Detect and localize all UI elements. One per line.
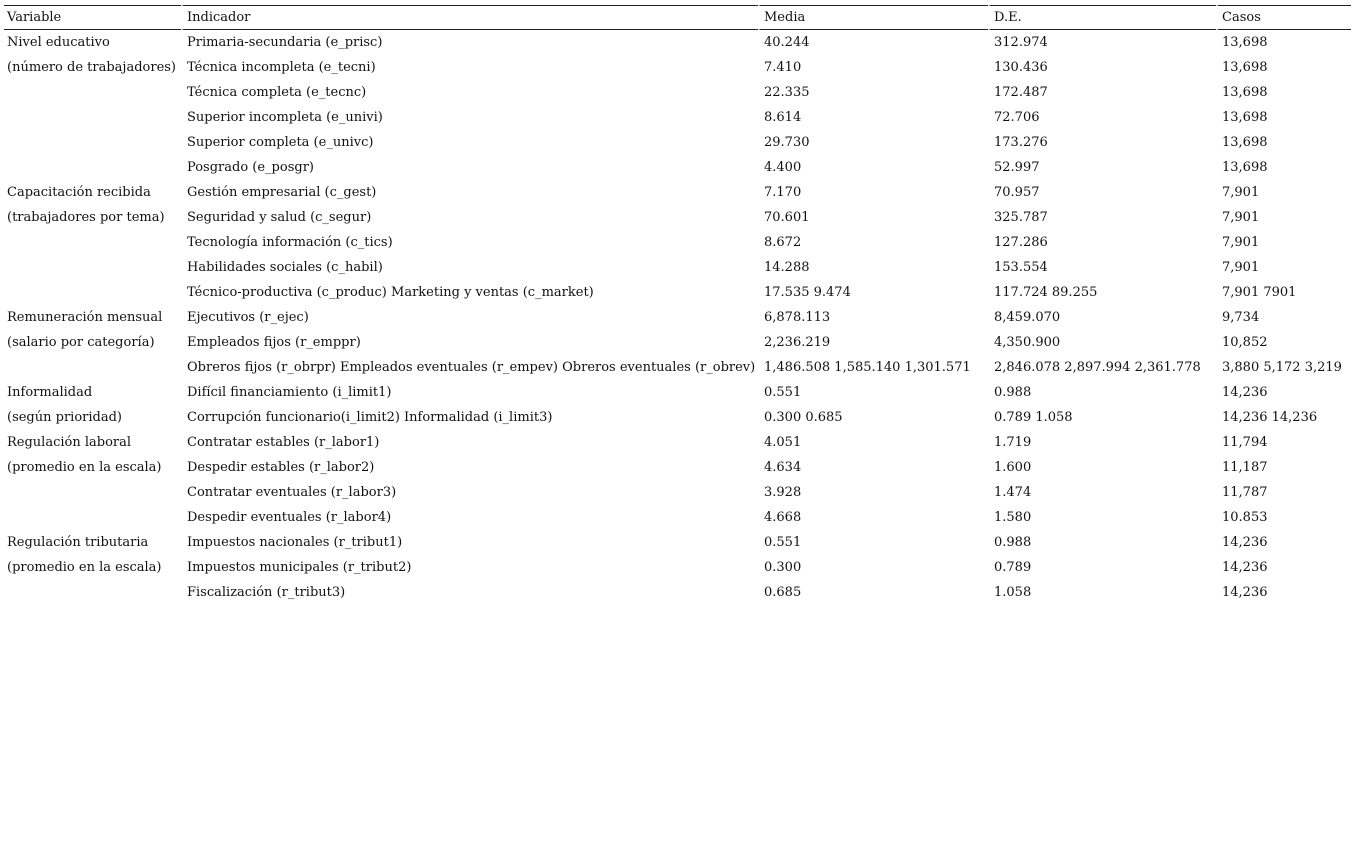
cell-media: 4.668 bbox=[758, 505, 988, 530]
cell-indicador: Seguridad y salud (c_segur) bbox=[181, 205, 758, 230]
cell-variable: Remuneración mensual bbox=[7, 310, 163, 325]
header-variable: Variable bbox=[4, 5, 181, 30]
header-media: Media bbox=[758, 5, 988, 30]
cell-variable bbox=[4, 505, 181, 530]
cell-variable: (número de trabajadores) bbox=[7, 60, 176, 75]
table-body bbox=[4, 30, 1351, 605]
cell-de: 72.706 bbox=[988, 105, 1216, 130]
cell-variable bbox=[4, 230, 181, 255]
cell-variable: (según prioridad) bbox=[7, 410, 122, 425]
cell-casos: 10,852 bbox=[1216, 330, 1351, 355]
cell-variable bbox=[4, 355, 181, 380]
cell-de: 127.286 bbox=[988, 230, 1216, 255]
cell-de: 312.974 bbox=[988, 30, 1216, 55]
cell-media: 2,236.219 bbox=[758, 330, 988, 355]
cell-media: 70.601 bbox=[758, 205, 988, 230]
cell-media: 7.410 bbox=[758, 55, 988, 80]
table-header bbox=[4, 5, 1351, 30]
cell-indicador: Contratar estables (r_labor1) bbox=[181, 430, 758, 455]
table-row bbox=[4, 330, 1351, 355]
cell-de: 1.600 bbox=[988, 455, 1216, 480]
cell-media: 14.288 bbox=[758, 255, 988, 280]
cell-de: 117.724 89.255 bbox=[988, 280, 1216, 305]
cell-de: 0.988 bbox=[988, 380, 1216, 405]
cell-variable bbox=[4, 280, 181, 305]
cell-casos: 9,734 bbox=[1216, 305, 1351, 330]
cell-casos: 11,187 bbox=[1216, 455, 1351, 480]
cell-de: 1.058 bbox=[988, 580, 1216, 605]
table-row bbox=[4, 480, 1351, 505]
cell-casos: 7,901 7901 bbox=[1216, 280, 1351, 305]
cell-variable: Regulación laboral bbox=[7, 435, 132, 450]
table-row bbox=[4, 30, 1351, 55]
cell-casos: 14,236 bbox=[1216, 380, 1351, 405]
cell-de: 172.487 bbox=[988, 80, 1216, 105]
cell-de: 0.988 bbox=[988, 530, 1216, 555]
cell-de: 1.580 bbox=[988, 505, 1216, 530]
cell-de: 0.789 bbox=[988, 555, 1216, 580]
cell-variable: (salario por categoría) bbox=[7, 335, 155, 350]
table-row bbox=[4, 530, 1351, 555]
cell-indicador: Contratar eventuales (r_labor3) bbox=[181, 480, 758, 505]
cell-variable bbox=[4, 105, 181, 130]
cell-media: 4.634 bbox=[758, 455, 988, 480]
cell-casos: 14,236 14,236 bbox=[1216, 405, 1351, 430]
table-row bbox=[4, 280, 1351, 305]
cell-indicador: Despedir estables (r_labor2) bbox=[181, 455, 758, 480]
table-row bbox=[4, 430, 1351, 455]
statistics-table bbox=[4, 5, 1351, 605]
cell-media: 1,486.508 1,585.140 1,301.571 bbox=[758, 355, 988, 380]
cell-variable bbox=[4, 580, 181, 605]
cell-de: 2,846.078 2,897.994 2,361.778 bbox=[988, 355, 1216, 380]
header-de: D.E. bbox=[988, 5, 1216, 30]
table-row bbox=[4, 555, 1351, 580]
cell-casos: 14,236 bbox=[1216, 580, 1351, 605]
cell-de: 8,459.070 bbox=[988, 305, 1216, 330]
cell-indicador: Gestión empresarial (c_gest) bbox=[181, 180, 758, 205]
cell-variable bbox=[4, 255, 181, 280]
cell-variable: (promedio en la escala) bbox=[7, 560, 162, 575]
table-row bbox=[4, 80, 1351, 105]
cell-de: 70.957 bbox=[988, 180, 1216, 205]
cell-media: 4.051 bbox=[758, 430, 988, 455]
cell-media: 0.551 bbox=[758, 530, 988, 555]
cell-indicador: Despedir eventuales (r_labor4) bbox=[181, 505, 758, 530]
table-row bbox=[4, 130, 1351, 155]
cell-media: 8.614 bbox=[758, 105, 988, 130]
cell-de: 1.719 bbox=[988, 430, 1216, 455]
cell-variable: (trabajadores por tema) bbox=[7, 210, 165, 225]
cell-variable bbox=[4, 480, 181, 505]
cell-indicador: Superior completa (e_univc) bbox=[181, 130, 758, 155]
header-indicador: Indicador bbox=[181, 5, 758, 30]
cell-de: 325.787 bbox=[988, 205, 1216, 230]
cell-de: 153.554 bbox=[988, 255, 1216, 280]
cell-media: 17.535 9.474 bbox=[758, 280, 988, 305]
table-row bbox=[4, 180, 1351, 205]
cell-media: 0.300 bbox=[758, 555, 988, 580]
cell-indicador: Técnica incompleta (e_tecni) bbox=[181, 55, 758, 80]
cell-indicador: Obreros fijos (r_obrpr) Empleados eventuales (r_empev) Obreros eventuales (r_obrev) bbox=[181, 355, 758, 380]
cell-media: 6,878.113 bbox=[758, 305, 988, 330]
cell-media: 0.685 bbox=[758, 580, 988, 605]
cell-de: 173.276 bbox=[988, 130, 1216, 155]
table-row bbox=[4, 255, 1351, 280]
cell-indicador: Impuestos municipales (r_tribut2) bbox=[181, 555, 758, 580]
cell-casos: 10.853 bbox=[1216, 505, 1351, 530]
table-row bbox=[4, 105, 1351, 130]
cell-indicador: Impuestos nacionales (r_tribut1) bbox=[181, 530, 758, 555]
table-row bbox=[4, 55, 1351, 80]
cell-de: 130.436 bbox=[988, 55, 1216, 80]
cell-media: 40.244 bbox=[758, 30, 988, 55]
table-row bbox=[4, 580, 1351, 605]
cell-media: 22.335 bbox=[758, 80, 988, 105]
cell-de: 52.997 bbox=[988, 155, 1216, 180]
cell-media: 29.730 bbox=[758, 130, 988, 155]
table-row bbox=[4, 405, 1351, 430]
table-row bbox=[4, 355, 1351, 380]
cell-indicador: Habilidades sociales (c_habil) bbox=[181, 255, 758, 280]
table-row bbox=[4, 505, 1351, 530]
cell-indicador: Tecnología información (c_tics) bbox=[181, 230, 758, 255]
table-row bbox=[4, 230, 1351, 255]
cell-casos: 7,901 bbox=[1216, 230, 1351, 255]
cell-de: 1.474 bbox=[988, 480, 1216, 505]
cell-casos: 7,901 bbox=[1216, 180, 1351, 205]
cell-casos: 13,698 bbox=[1216, 130, 1351, 155]
cell-variable bbox=[4, 80, 181, 105]
table-row bbox=[4, 455, 1351, 480]
table-row bbox=[4, 380, 1351, 405]
cell-variable: Regulación tributaria bbox=[7, 535, 149, 550]
cell-casos: 3,880 5,172 3,219 bbox=[1216, 355, 1351, 380]
cell-de: 4,350.900 bbox=[988, 330, 1216, 355]
table-row bbox=[4, 155, 1351, 180]
cell-casos: 13,698 bbox=[1216, 80, 1351, 105]
cell-media: 8.672 bbox=[758, 230, 988, 255]
cell-casos: 11,794 bbox=[1216, 430, 1351, 455]
cell-casos: 14,236 bbox=[1216, 530, 1351, 555]
cell-media: 3.928 bbox=[758, 480, 988, 505]
cell-variable: Informalidad bbox=[7, 385, 93, 400]
table-row bbox=[4, 305, 1351, 330]
cell-indicador: Técnica completa (e_tecnc) bbox=[181, 80, 758, 105]
cell-variable: Capacitación recibida bbox=[7, 185, 151, 200]
cell-casos: 13,698 bbox=[1216, 30, 1351, 55]
cell-indicador: Posgrado (e_posgr) bbox=[181, 155, 758, 180]
cell-indicador: Primaria-secundaria (e_prisc) bbox=[181, 30, 758, 55]
cell-media: 0.551 bbox=[758, 380, 988, 405]
cell-casos: 11,787 bbox=[1216, 480, 1351, 505]
cell-media: 7.170 bbox=[758, 180, 988, 205]
cell-indicador: Corrupción funcionario(i_limit2) Informalidad (i_limit3) bbox=[181, 405, 758, 430]
cell-media: 4.400 bbox=[758, 155, 988, 180]
cell-indicador: Ejecutivos (r_ejec) bbox=[181, 305, 758, 330]
cell-indicador: Superior incompleta (e_univi) bbox=[181, 105, 758, 130]
cell-media: 0.300 0.685 bbox=[758, 405, 988, 430]
cell-indicador: Empleados fijos (r_emppr) bbox=[181, 330, 758, 355]
cell-variable bbox=[4, 155, 181, 180]
cell-casos: 7,901 bbox=[1216, 255, 1351, 280]
cell-variable: Nivel educativo bbox=[7, 35, 110, 50]
cell-variable: (promedio en la escala) bbox=[7, 460, 162, 475]
header-casos: Casos bbox=[1216, 5, 1351, 30]
cell-casos: 13,698 bbox=[1216, 55, 1351, 80]
cell-indicador: Fiscalización (r_tribut3) bbox=[181, 580, 758, 605]
cell-casos: 7,901 bbox=[1216, 205, 1351, 230]
cell-casos: 13,698 bbox=[1216, 105, 1351, 130]
cell-casos: 13,698 bbox=[1216, 155, 1351, 180]
cell-indicador: Técnico-productiva (c_produc) Marketing y ventas (c_market) bbox=[181, 280, 758, 305]
cell-indicador: Difícil financiamiento (i_limit1) bbox=[181, 380, 758, 405]
cell-de: 0.789 1.058 bbox=[988, 405, 1216, 430]
cell-variable bbox=[4, 130, 181, 155]
cell-casos: 14,236 bbox=[1216, 555, 1351, 580]
header-row bbox=[4, 5, 1351, 30]
table-row bbox=[4, 205, 1351, 230]
